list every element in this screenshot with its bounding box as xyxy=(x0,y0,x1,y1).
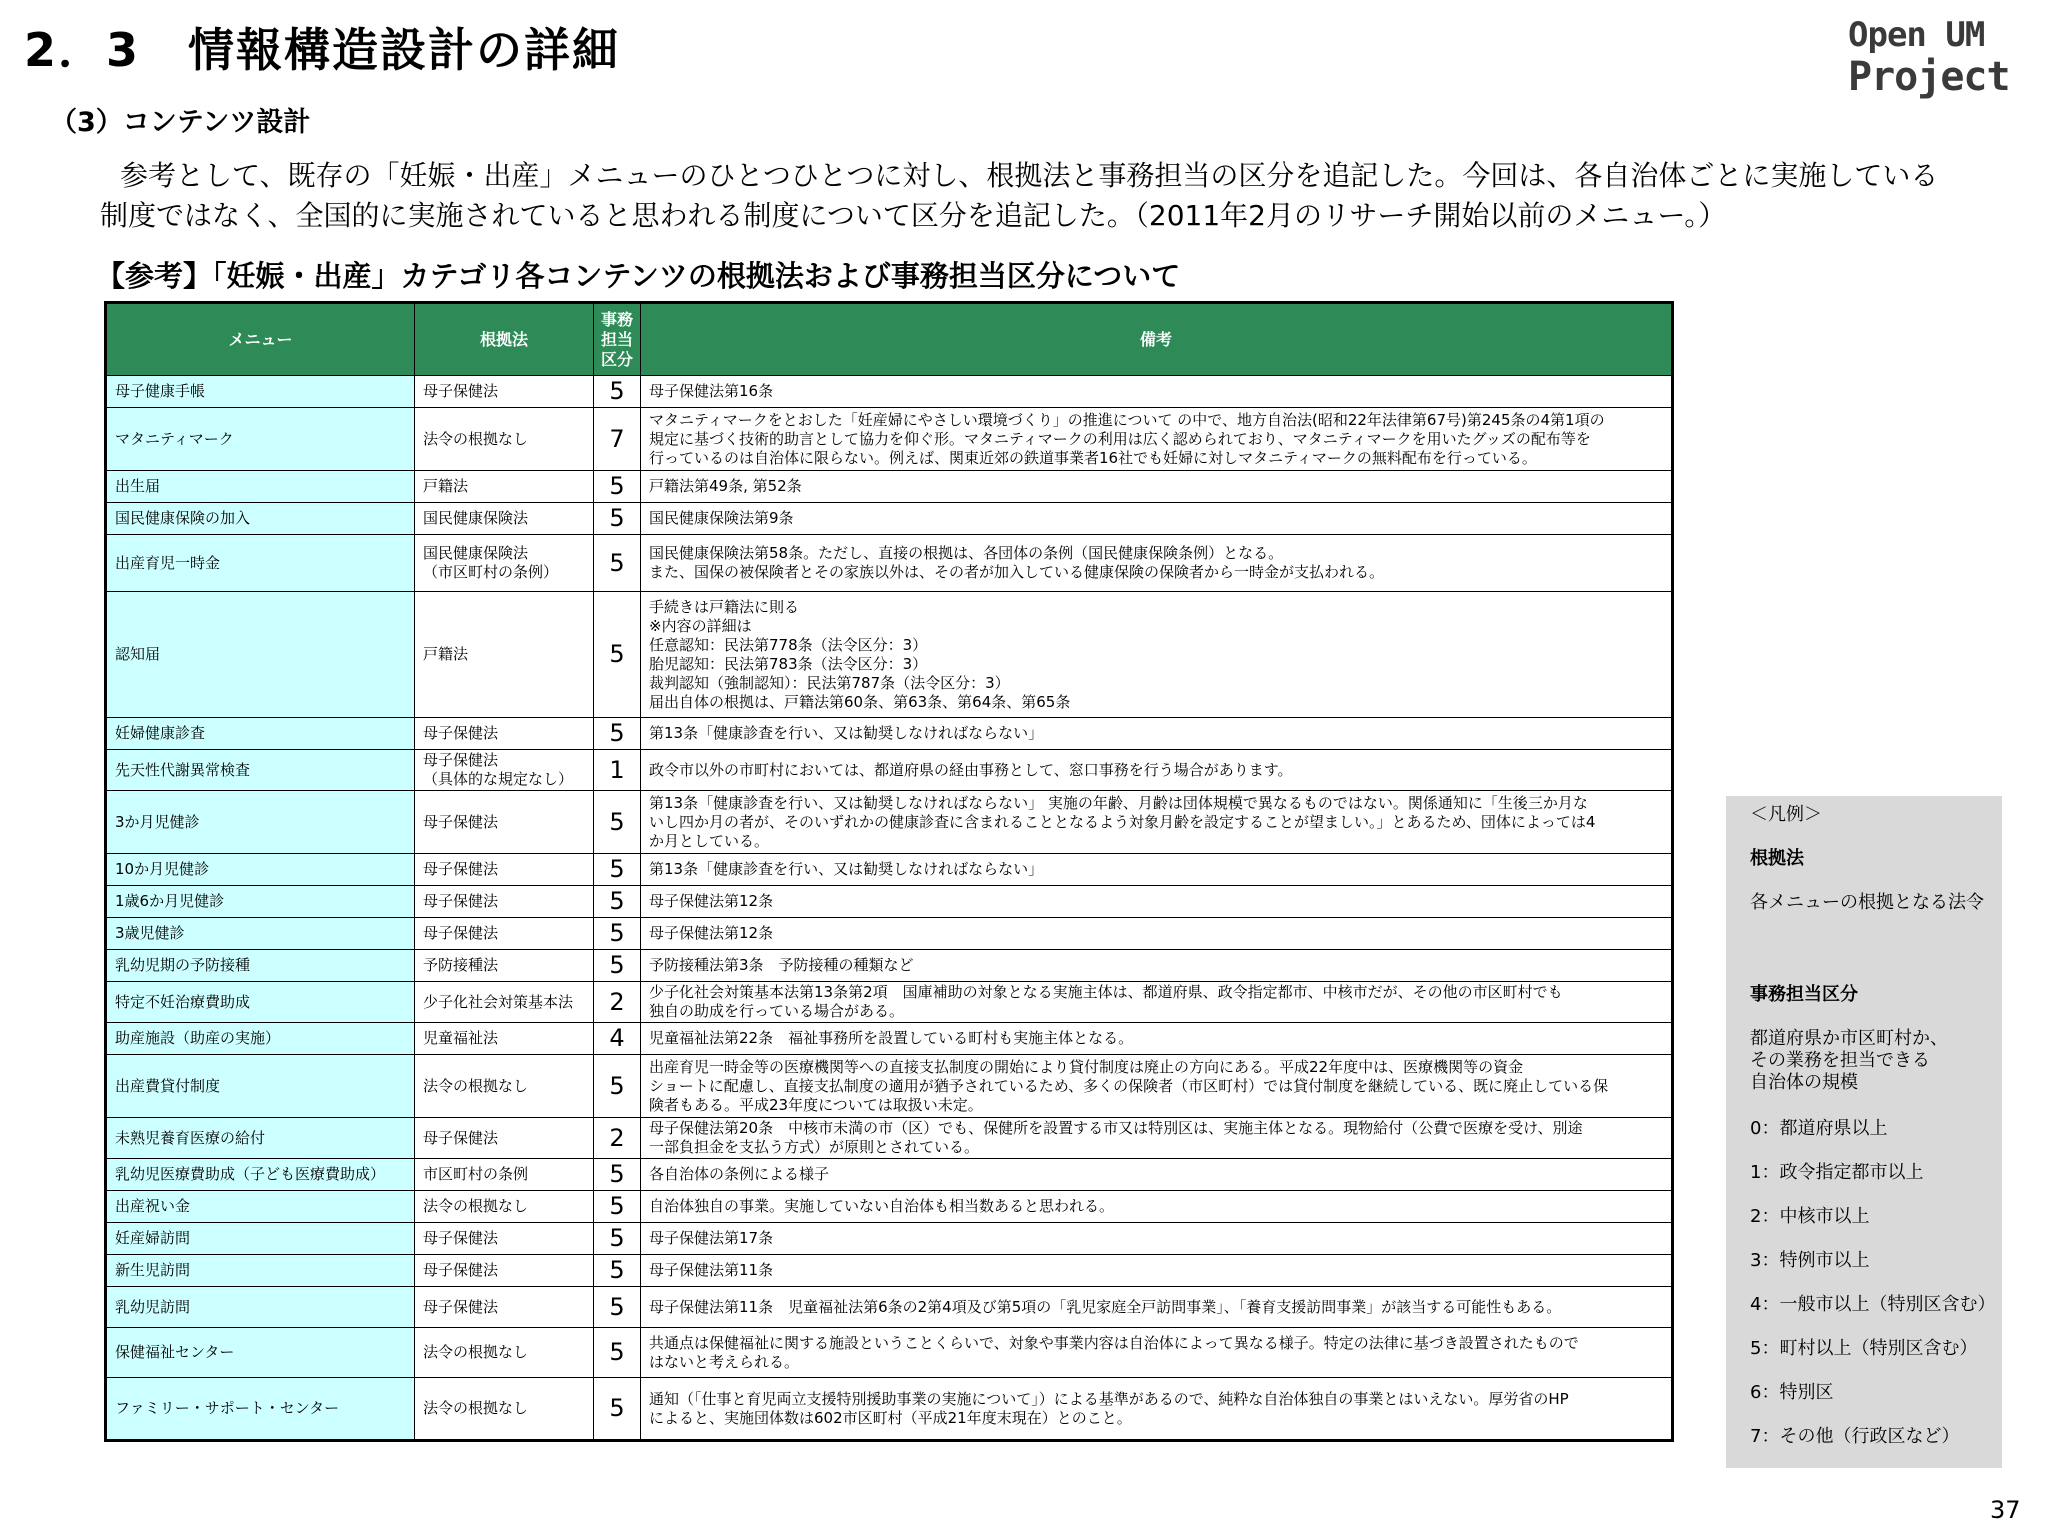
law-cell: 法令の根拠なし xyxy=(415,1378,594,1441)
note-cell: 母子保健法第17条 xyxy=(641,1223,1673,1255)
note-cell: 少子化社会対策基本法第13条第2項 国庫補助の対象となる実施主体は、都道府県、政令指定都市、中核市だが、その他の市区町村でも 独自の助成を行っている場合がある。 xyxy=(641,982,1673,1023)
note-cell: 第13条「健康診査を行い、又は勧奨しなければならない」 xyxy=(641,718,1673,750)
legend-division-desc: 都道府県か市区町村か、 その業務を担当できる 自治体の規模 xyxy=(1750,1028,1948,1093)
menu-cell: 10か月児健診 xyxy=(106,854,415,886)
division-cell: 5 xyxy=(594,535,641,592)
table-row xyxy=(106,854,1673,886)
note-cell: 母子保健法第12条 xyxy=(641,886,1673,918)
intro-line-1: 参考として、既存の「妊娠・出産」メニューのひとつひとつに対し、根拠法と事務担当の区分を追記した。今回は、各自治体ごとに実施している xyxy=(120,159,1939,192)
menu-cell: 出産祝い金 xyxy=(106,1191,415,1223)
logo-line-2: Project xyxy=(1848,54,2010,100)
menu-cell: 妊婦健康診査 xyxy=(106,718,415,750)
note-cell: 出産育児一時金等の医療機関等への直接支払制度の開始により貸付制度は廃止の方向にある。平成22年度中は、医療機関等の資金 ショートに配慮し、直接支払制度の適用が猶予されているため、多くの保険者（市区町村）では貸付制度を継続している、既に廃止している保 険者もある。平成23年度については取扱い未定。 xyxy=(641,1055,1673,1118)
table-row xyxy=(106,1378,1673,1441)
division-cell: 5 xyxy=(594,791,641,854)
note-cell: 共通点は保健福祉に関する施設ということくらいで、対象や事業内容は自治体によって異なる様子。特定の法律に基づき設置されたもので はないと考えられる。 xyxy=(641,1328,1673,1378)
table-title: 【参考】「妊娠・出産」カテゴリ各コンテンツの根拠法および事務担当区分について xyxy=(96,259,1181,293)
legend-item: 5：町村以上（特別区含む） xyxy=(1750,1338,1978,1359)
law-cell: 母子保健法 xyxy=(415,1223,594,1255)
legend-panel xyxy=(1726,796,2002,1468)
menu-cell: 1歳6か月児健診 xyxy=(106,886,415,918)
division-cell: 5 xyxy=(594,1287,641,1328)
table-row xyxy=(106,592,1673,718)
division-cell: 5 xyxy=(594,1159,641,1191)
law-cell: 市区町村の条例 xyxy=(415,1159,594,1191)
law-cell: 母子保健法 （具体的な規定なし） xyxy=(415,750,594,791)
law-cell: 国民健康保険法 xyxy=(415,503,594,535)
legend-item: 4：一般市以上（特別区含む） xyxy=(1750,1294,1996,1315)
division-cell: 5 xyxy=(594,1255,641,1287)
menu-cell: 3か月児健診 xyxy=(106,791,415,854)
division-cell: 5 xyxy=(594,1191,641,1223)
law-cell: 母子保健法 xyxy=(415,791,594,854)
table-row xyxy=(106,1255,1673,1287)
legend-item: 3：特例市以上 xyxy=(1750,1250,1870,1271)
law-cell: 法令の根拠なし xyxy=(415,1191,594,1223)
menu-cell: マタニティマーク xyxy=(106,408,415,471)
division-cell: 5 xyxy=(594,592,641,718)
header-law: 根拠法 xyxy=(415,303,594,376)
division-cell: 2 xyxy=(594,982,641,1023)
division-cell: 5 xyxy=(594,718,641,750)
division-cell: 5 xyxy=(594,918,641,950)
division-cell: 1 xyxy=(594,750,641,791)
table-row xyxy=(106,1159,1673,1191)
contents-table xyxy=(104,301,1674,1442)
menu-cell: 母子健康手帳 xyxy=(106,376,415,408)
table-row xyxy=(106,1223,1673,1255)
note-cell: 母子保健法第16条 xyxy=(641,376,1673,408)
table-row xyxy=(106,1328,1673,1378)
law-cell: 法令の根拠なし xyxy=(415,1055,594,1118)
legend-law-heading: 根拠法 xyxy=(1750,848,1804,869)
table-row xyxy=(106,1191,1673,1223)
legend-item: 6：特別区 xyxy=(1750,1382,1834,1403)
menu-cell: 乳幼児訪問 xyxy=(106,1287,415,1328)
legend-item: 0：都道府県以上 xyxy=(1750,1118,1888,1139)
division-cell: 5 xyxy=(594,1055,641,1118)
table-row xyxy=(106,1023,1673,1055)
legend-law-desc: 各メニューの根拠となる法令 xyxy=(1750,892,1984,913)
law-cell: 戸籍法 xyxy=(415,471,594,503)
law-cell: 母子保健法 xyxy=(415,854,594,886)
menu-cell: 特定不妊治療費助成 xyxy=(106,982,415,1023)
table-row xyxy=(106,1055,1673,1118)
division-cell: 5 xyxy=(594,854,641,886)
table-row xyxy=(106,1118,1673,1159)
division-cell: 5 xyxy=(594,950,641,982)
law-cell: 少子化社会対策基本法 xyxy=(415,982,594,1023)
page-number: 37 xyxy=(1990,1496,2021,1524)
table-row xyxy=(106,886,1673,918)
menu-cell: 妊産婦訪問 xyxy=(106,1223,415,1255)
division-cell: 5 xyxy=(594,503,641,535)
law-cell: 母子保健法 xyxy=(415,718,594,750)
law-cell: 母子保健法 xyxy=(415,918,594,950)
table-row xyxy=(106,1287,1673,1328)
note-cell: 予防接種法第3条 予防接種の種類など xyxy=(641,950,1673,982)
division-cell: 5 xyxy=(594,376,641,408)
table-row xyxy=(106,718,1673,750)
note-cell: 戸籍法第49条, 第52条 xyxy=(641,471,1673,503)
law-cell: 母子保健法 xyxy=(415,886,594,918)
menu-cell: 国民健康保険の加入 xyxy=(106,503,415,535)
note-cell: 通知（「仕事と育児両立支援特別援助事業の実施について」）による基準があるので、純粋な自治体独自の事業とはいえない。厚労省のHP によると、実施団体数は602市区町村（平成21年度末現在）とのこと。 xyxy=(641,1378,1673,1441)
table-row xyxy=(106,950,1673,982)
division-cell: 4 xyxy=(594,1023,641,1055)
menu-cell: 未熟児養育医療の給付 xyxy=(106,1118,415,1159)
note-cell: 母子保健法第12条 xyxy=(641,918,1673,950)
menu-cell: 出生届 xyxy=(106,471,415,503)
intro-line-2: 制度ではなく、全国的に実施されていると思われる制度について区分を追記した。（2011年2月のリサーチ開始以前のメニュー。） xyxy=(100,199,1727,232)
menu-cell: 3歳児健診 xyxy=(106,918,415,950)
law-cell: 母子保健法 xyxy=(415,1287,594,1328)
note-cell: 国民健康保険法第58条。ただし、直接の根拠は、各団体の条例（国民健康保険条例）となる。 また、国保の被保険者とその家族以外は、その者が加入している健康保険の保険者から一時金が支払われる。 xyxy=(641,535,1673,592)
note-cell: 母子保健法第11条 児童福祉法第6条の2第4項及び第5項の「乳児家庭全戸訪問事業」、「養育支援訪問事業」が該当する可能性もある。 xyxy=(641,1287,1673,1328)
table-row xyxy=(106,918,1673,950)
law-cell: 児童福祉法 xyxy=(415,1023,594,1055)
note-cell: 第13条「健康診査を行い、又は勧奨しなければならない」 xyxy=(641,854,1673,886)
page-title: 2．3 情報構造設計の詳細 xyxy=(24,23,621,77)
open-um-project-logo xyxy=(1848,14,2028,98)
table-row xyxy=(106,750,1673,791)
table-row xyxy=(106,471,1673,503)
division-cell: 5 xyxy=(594,886,641,918)
division-cell: 2 xyxy=(594,1118,641,1159)
division-cell: 5 xyxy=(594,1223,641,1255)
legend-item: 2：中核市以上 xyxy=(1750,1206,1870,1227)
note-cell: 各自治体の条例による様子 xyxy=(641,1159,1673,1191)
menu-cell: 助産施設（助産の実施） xyxy=(106,1023,415,1055)
note-cell: 政令市以外の市町村においては、都道府県の経由事務として、窓口事務を行う場合があります。 xyxy=(641,750,1673,791)
note-cell: 母子保健法第11条 xyxy=(641,1255,1673,1287)
menu-cell: 新生児訪問 xyxy=(106,1255,415,1287)
table-row xyxy=(106,791,1673,854)
law-cell: 戸籍法 xyxy=(415,592,594,718)
note-cell: 国民健康保険法第9条 xyxy=(641,503,1673,535)
header-note: 備考 xyxy=(641,303,1673,376)
division-cell: 5 xyxy=(594,1328,641,1378)
menu-cell: 保健福祉センター xyxy=(106,1328,415,1378)
table-row xyxy=(106,376,1673,408)
law-cell: 国民健康保険法 （市区町村の条例） xyxy=(415,535,594,592)
menu-cell: 乳幼児医療費助成（子ども医療費助成） xyxy=(106,1159,415,1191)
table-body xyxy=(106,376,1673,1441)
menu-cell: 乳幼児期の予防接種 xyxy=(106,950,415,982)
legend-item: 7：その他（行政区など） xyxy=(1750,1426,1960,1447)
division-cell: 5 xyxy=(594,471,641,503)
law-cell: 母子保健法 xyxy=(415,376,594,408)
legend-title: ＜凡例＞ xyxy=(1750,804,1822,825)
header-division: 事務 担当 区分 xyxy=(594,303,641,376)
header-menu: メニュー xyxy=(106,303,415,376)
note-cell: 第13条「健康診査を行い、又は勧奨しなければならない」 実施の年齢、月齢は団体規模で異なるものではない。関係通知に「生後三か月な いし四か月の者が、そのいずれかの健康診査に含まれることとなるよう対象月齢を設定することが望ましい。」とあるため、団体によっては4 か月としている。 xyxy=(641,791,1673,854)
note-cell: 自治体独自の事業。実施していない自治体も相当数あると思われる。 xyxy=(641,1191,1673,1223)
table-row xyxy=(106,503,1673,535)
law-cell: 母子保健法 xyxy=(415,1255,594,1287)
table-row xyxy=(106,982,1673,1023)
division-cell: 5 xyxy=(594,1378,641,1441)
menu-cell: 認知届 xyxy=(106,592,415,718)
section-subtitle: （3）コンテンツ設計 xyxy=(50,107,311,138)
law-cell: 母子保健法 xyxy=(415,1118,594,1159)
table-row xyxy=(106,535,1673,592)
note-cell: 母子保健法第20条 中核市未満の市（区）でも、保健所を設置する市又は特別区は、実施主体となる。現物給付（公費で医療を受け、別途 一部負担金を支払う方式）が原則とされている。 xyxy=(641,1118,1673,1159)
menu-cell: ファミリー・サポート・センター xyxy=(106,1378,415,1441)
menu-cell: 出産費貸付制度 xyxy=(106,1055,415,1118)
law-cell: 予防接種法 xyxy=(415,950,594,982)
menu-cell: 先天性代謝異常検査 xyxy=(106,750,415,791)
legend-division-heading: 事務担当区分 xyxy=(1750,984,1858,1005)
legend-item: 1：政令指定都市以上 xyxy=(1750,1162,1924,1183)
table-row xyxy=(106,408,1673,471)
law-cell: 法令の根拠なし xyxy=(415,1328,594,1378)
division-cell: 7 xyxy=(594,408,641,471)
logo-line-1: Open UM xyxy=(1848,15,1985,55)
menu-cell: 出産育児一時金 xyxy=(106,535,415,592)
note-cell: マタニティマークをとおした「妊産婦にやさしい環境づくり」の推進について の中で、地方自治法(昭和22年法律第67号)第245条の4第1項の 規定に基づく技術的助言として協力を仰ぐ形。マタニティマークの利用は広く認められており、マタニティマークを用いたグッズの配布等を 行っているのは自治体に限らない。例えば、関東近郊の鉄道事業者16社でも妊婦に対しマタニティマークの無料配布を行っている。 xyxy=(641,408,1673,471)
intro-paragraph xyxy=(100,156,1980,236)
law-cell: 法令の根拠なし xyxy=(415,408,594,471)
note-cell: 手続きは戸籍法に則る ※内容の詳細は 任意認知：民法第778条（法令区分：3） 胎児認知：民法第783条（法令区分：3） 裁判認知（強制認知）：民法第787条（法令区分：3） 届出自体の根拠は、戸籍法第60条、第63条、第64条、第65条 xyxy=(641,592,1673,718)
note-cell: 児童福祉法第22条 福祉事務所を設置している町村も実施主体となる。 xyxy=(641,1023,1673,1055)
table-header-row xyxy=(106,303,1673,376)
